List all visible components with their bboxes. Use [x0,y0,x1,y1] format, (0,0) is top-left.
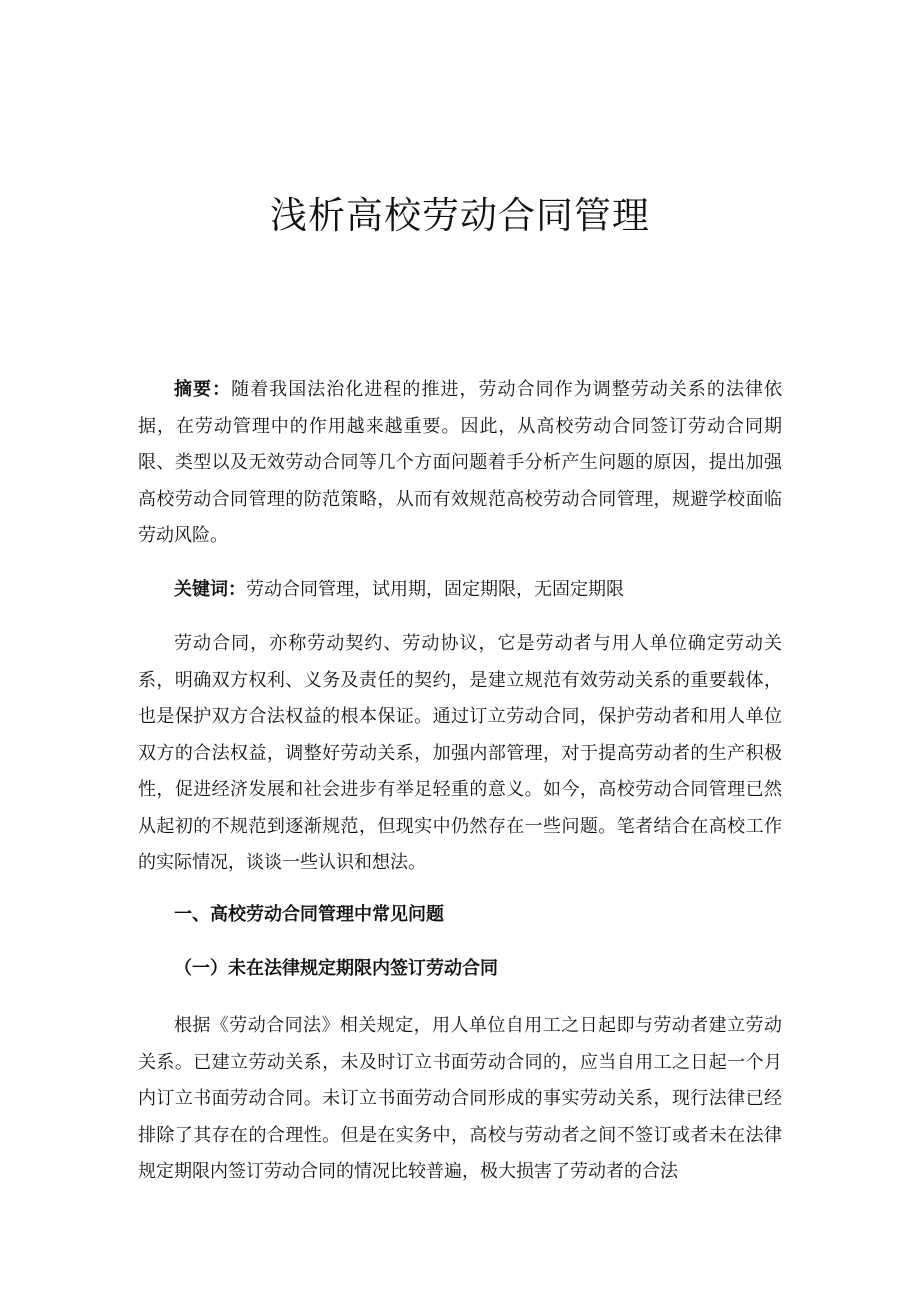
document-title: 浅析高校劳动合同管理 [270,194,650,237]
abstract-paragraph [138,372,782,555]
subsection-paragraph: 根据《劳动合同法》相关规定，用人单位自用工之日起即与劳动者建立劳动关系。已建立劳动关系，未及时订立书面劳动合同的，应当自用工之日起一个月内订立书面劳动合同。未订立书面劳动合同形成的事实劳动关系，现行法律已经排除了其存在的合理性。但是在实务中，高校与劳动者之间不签订或者未在法律规定期限内签订劳动合同的情况比较普遍，极大损害了劳动者的合法 [138,1015,782,1182]
intro-paragraph: 劳动合同，亦称劳动契约、劳动协议，它是劳动者与用人单位确定劳动关系，明确双方权利、义务及责任的契约，是建立规范有效劳动关系的重要载体，也是保护双方合法权益的根本保证。通过订立劳动合同，保护劳动者和用人单位双方的合法权益，调整好劳动关系，加强内部管理，对于提高劳动者的生产积极性，促进经济发展和社会进步有举足轻重的意义。如今，高校劳动合同管理已然从起初的不规范到逐渐规范，但现实中仍然存在一些问题。笔者结合在高校工作的实际情况，谈谈一些认识和想法。 [138,633,782,873]
abstract-text: 随着我国法治化进程的推进，劳动合同作为调整劳动关系的法律依据，在劳动管理中的作用越来越重要。因此，从高校劳动合同签订劳动合同期限、类型以及无效劳动合同等几个方面问题着手分析产生问题的原因，提出加强高校劳动合同管理的防范策略，从而有效规范高校劳动合同管理，规避学校面临劳动风险。 [138,379,783,546]
subsection-heading: （一）未在法律规定期限内签订劳动合同 [174,958,498,979]
keywords-text: 劳动合同管理，试用期，固定期限，无固定期限 [246,579,624,600]
keywords-paragraph [138,572,782,609]
section-heading: 一、高校劳动合同管理中常见问题 [174,904,444,925]
abstract-label: 摘要： [174,379,232,400]
keywords-label: 关键词： [174,579,246,600]
